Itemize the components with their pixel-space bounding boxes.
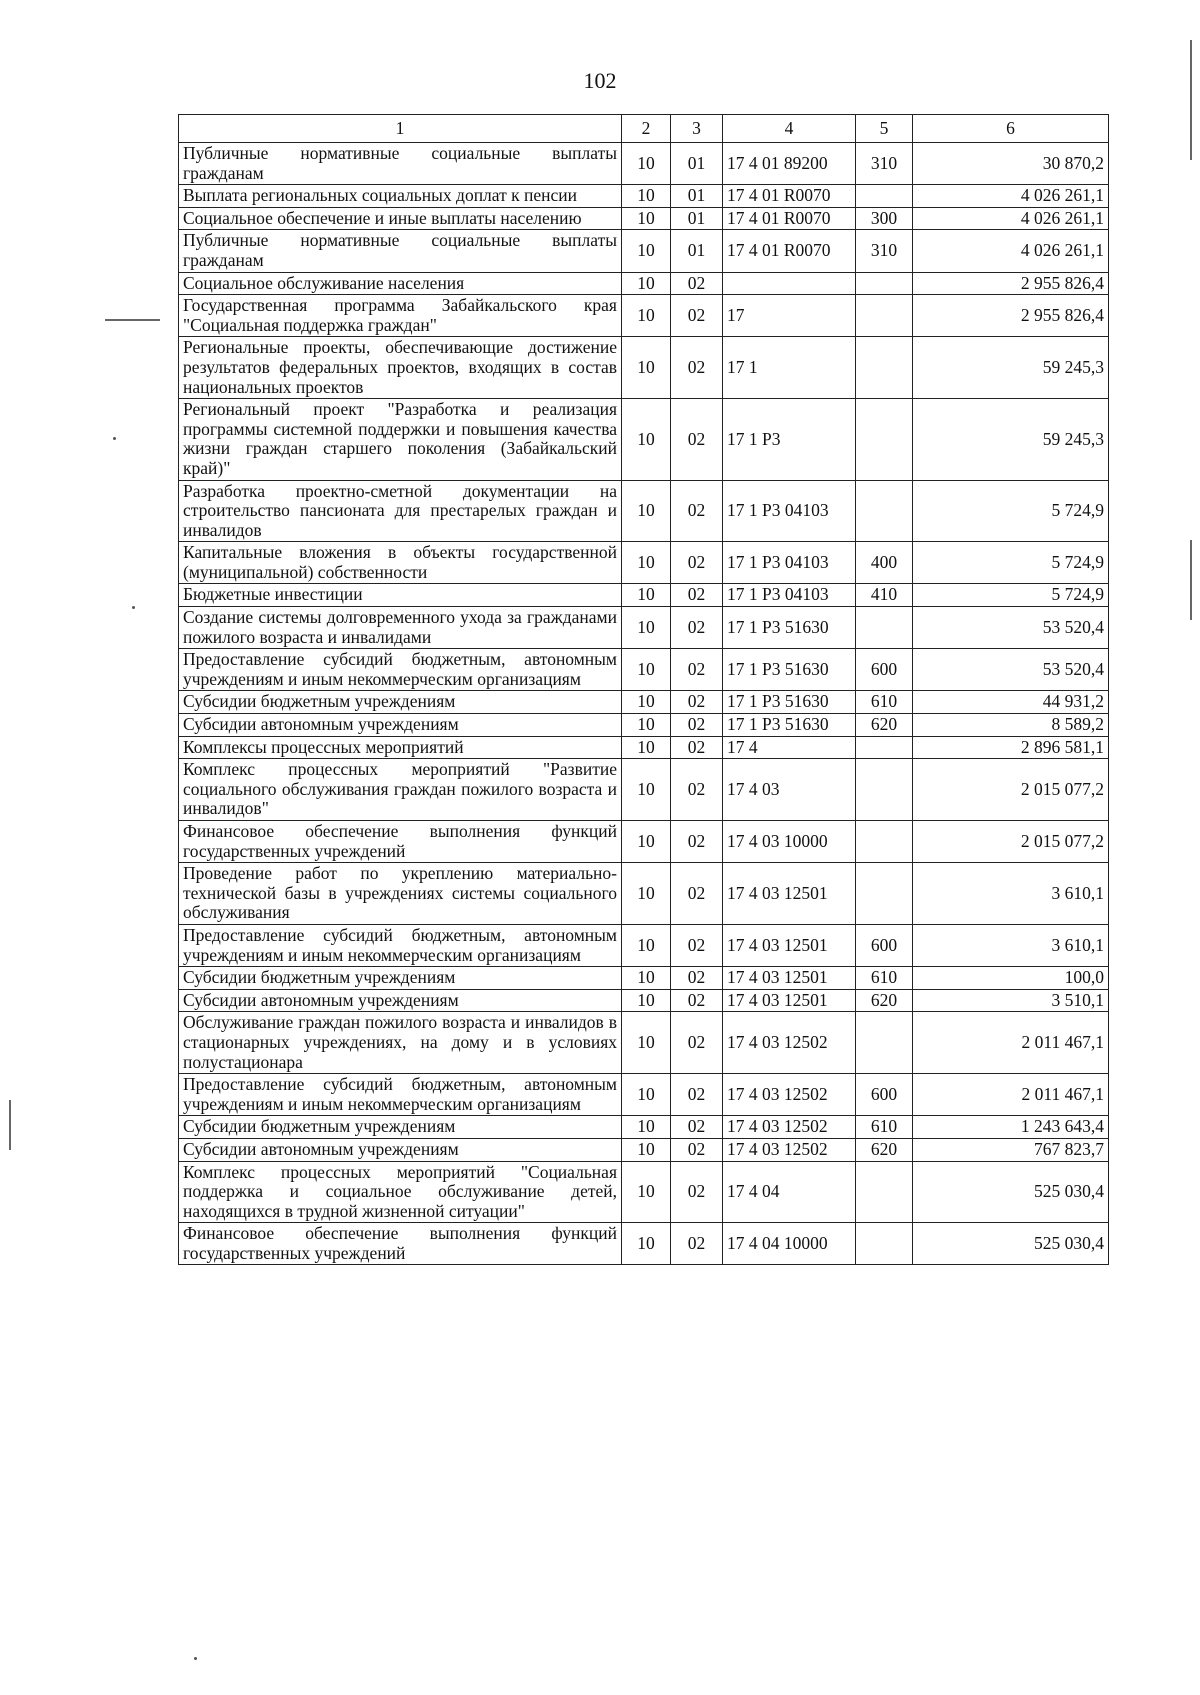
row-name: Региональные проекты, обеспечивающие достижение результатов федеральных проектов, входящих в состав национальных проектов bbox=[179, 337, 622, 399]
row-subsection: 02 bbox=[671, 714, 723, 737]
row-code: 17 4 04 bbox=[723, 1161, 856, 1223]
row-section: 10 bbox=[622, 230, 671, 272]
row-subsection: 01 bbox=[671, 207, 723, 230]
row-amount: 767 823,7 bbox=[913, 1138, 1109, 1161]
row-amount: 30 870,2 bbox=[913, 143, 1109, 185]
row-code: 17 bbox=[723, 295, 856, 337]
header-col-5: 5 bbox=[856, 115, 913, 143]
page-number: 102 bbox=[583, 68, 617, 93]
row-name: Государственная программа Забайкальского края "Социальная поддержка граждан" bbox=[179, 295, 622, 337]
table-row bbox=[179, 584, 1109, 607]
row-section: 10 bbox=[622, 1161, 671, 1223]
header-col-4: 4 bbox=[723, 115, 856, 143]
row-name: Создание системы долговременного ухода за гражданами пожилого возраста и инвалидами bbox=[179, 607, 622, 649]
row-name: Проведение работ по укреплению материально-технической базы в учреждениях системы социального обслуживания bbox=[179, 863, 622, 925]
row-type bbox=[856, 863, 913, 925]
row-code: 17 4 03 12502 bbox=[723, 1012, 856, 1074]
row-code: 17 4 03 12502 bbox=[723, 1138, 856, 1161]
row-name: Предоставление субсидий бюджетным, автономным учреждениям и иным некоммерческим организациям bbox=[179, 649, 622, 691]
row-code: 17 4 01 89200 bbox=[723, 143, 856, 185]
row-type: 610 bbox=[856, 1116, 913, 1139]
row-section: 10 bbox=[622, 691, 671, 714]
row-name: Субсидии бюджетным учреждениям bbox=[179, 691, 622, 714]
row-type bbox=[856, 1223, 913, 1265]
row-amount: 3 610,1 bbox=[913, 924, 1109, 966]
row-code: 17 4 03 bbox=[723, 759, 856, 821]
row-type: 300 bbox=[856, 207, 913, 230]
table-row bbox=[179, 1161, 1109, 1223]
row-name: Выплата региональных социальных доплат к пенсии bbox=[179, 185, 622, 208]
budget-table bbox=[178, 114, 1109, 1265]
row-amount: 44 931,2 bbox=[913, 691, 1109, 714]
row-section: 10 bbox=[622, 759, 671, 821]
row-section: 10 bbox=[622, 143, 671, 185]
table-row bbox=[179, 272, 1109, 295]
row-subsection: 02 bbox=[671, 399, 723, 480]
row-code: 17 1 Р3 51630 bbox=[723, 714, 856, 737]
row-type bbox=[856, 480, 913, 542]
row-name: Публичные нормативные социальные выплаты гражданам bbox=[179, 230, 622, 272]
row-amount: 3 610,1 bbox=[913, 863, 1109, 925]
row-amount: 1 243 643,4 bbox=[913, 1116, 1109, 1139]
row-section: 10 bbox=[622, 989, 671, 1012]
row-type bbox=[856, 295, 913, 337]
scan-mark bbox=[1190, 540, 1192, 620]
row-subsection: 02 bbox=[671, 1116, 723, 1139]
row-name: Предоставление субсидий бюджетным, автономным учреждениям и иным некоммерческим организациям bbox=[179, 924, 622, 966]
row-subsection: 02 bbox=[671, 480, 723, 542]
row-name: Социальное обеспечение и иные выплаты населению bbox=[179, 207, 622, 230]
row-type: 600 bbox=[856, 1074, 913, 1116]
row-subsection: 02 bbox=[671, 691, 723, 714]
row-name: Субсидии автономным учреждениям bbox=[179, 1138, 622, 1161]
row-amount: 2 896 581,1 bbox=[913, 736, 1109, 759]
table-row bbox=[179, 607, 1109, 649]
row-subsection: 02 bbox=[671, 736, 723, 759]
row-type: 610 bbox=[856, 691, 913, 714]
row-subsection: 02 bbox=[671, 337, 723, 399]
row-code bbox=[723, 272, 856, 295]
row-section: 10 bbox=[622, 924, 671, 966]
row-amount: 4 026 261,1 bbox=[913, 207, 1109, 230]
row-section: 10 bbox=[622, 584, 671, 607]
row-type: 310 bbox=[856, 143, 913, 185]
row-section: 10 bbox=[622, 185, 671, 208]
row-name: Субсидии автономным учреждениям bbox=[179, 714, 622, 737]
row-type bbox=[856, 185, 913, 208]
row-code: 17 4 bbox=[723, 736, 856, 759]
row-amount: 2 015 077,2 bbox=[913, 821, 1109, 863]
row-section: 10 bbox=[622, 272, 671, 295]
row-amount: 2 015 077,2 bbox=[913, 759, 1109, 821]
row-subsection: 02 bbox=[671, 542, 723, 584]
row-amount: 59 245,3 bbox=[913, 337, 1109, 399]
row-subsection: 02 bbox=[671, 989, 723, 1012]
row-code: 17 4 01 R0070 bbox=[723, 230, 856, 272]
row-section: 10 bbox=[622, 295, 671, 337]
row-name: Комплексы процессных мероприятий bbox=[179, 736, 622, 759]
row-section: 10 bbox=[622, 714, 671, 737]
row-name: Субсидии бюджетным учреждениям bbox=[179, 1116, 622, 1139]
row-name: Комплекс процессных мероприятий "Социальная поддержка и социальное обслуживание детей, находящихся в трудной жизненной ситуации" bbox=[179, 1161, 622, 1223]
row-amount: 5 724,9 bbox=[913, 584, 1109, 607]
row-code: 17 1 Р3 bbox=[723, 399, 856, 480]
row-section: 10 bbox=[622, 207, 671, 230]
row-type bbox=[856, 821, 913, 863]
table-row bbox=[179, 863, 1109, 925]
row-code: 17 1 bbox=[723, 337, 856, 399]
row-section: 10 bbox=[622, 1116, 671, 1139]
row-amount: 5 724,9 bbox=[913, 542, 1109, 584]
row-subsection: 02 bbox=[671, 759, 723, 821]
row-section: 10 bbox=[622, 607, 671, 649]
row-type bbox=[856, 1161, 913, 1223]
row-section: 10 bbox=[622, 1223, 671, 1265]
table-row bbox=[179, 1074, 1109, 1116]
row-code: 17 1 Р3 04103 bbox=[723, 542, 856, 584]
row-code: 17 1 Р3 51630 bbox=[723, 607, 856, 649]
row-code: 17 4 03 10000 bbox=[723, 821, 856, 863]
row-section: 10 bbox=[622, 1138, 671, 1161]
row-code: 17 4 03 12502 bbox=[723, 1116, 856, 1139]
row-type bbox=[856, 1012, 913, 1074]
table-row bbox=[179, 542, 1109, 584]
row-code: 17 4 01 R0070 bbox=[723, 207, 856, 230]
row-code: 17 4 03 12502 bbox=[723, 1074, 856, 1116]
row-subsection: 02 bbox=[671, 272, 723, 295]
row-subsection: 02 bbox=[671, 1138, 723, 1161]
table-row bbox=[179, 207, 1109, 230]
row-subsection: 01 bbox=[671, 143, 723, 185]
row-amount: 8 589,2 bbox=[913, 714, 1109, 737]
row-subsection: 01 bbox=[671, 185, 723, 208]
row-code: 17 4 03 12501 bbox=[723, 863, 856, 925]
scan-mark bbox=[113, 437, 116, 440]
row-section: 10 bbox=[622, 821, 671, 863]
row-type: 610 bbox=[856, 967, 913, 990]
row-code: 17 4 03 12501 bbox=[723, 967, 856, 990]
row-type bbox=[856, 736, 913, 759]
row-subsection: 02 bbox=[671, 863, 723, 925]
table-row bbox=[179, 185, 1109, 208]
row-name: Субсидии бюджетным учреждениям bbox=[179, 967, 622, 990]
table-row bbox=[179, 399, 1109, 480]
table-row bbox=[179, 714, 1109, 737]
table-body bbox=[179, 143, 1109, 1265]
row-section: 10 bbox=[622, 649, 671, 691]
row-code: 17 1 Р3 04103 bbox=[723, 584, 856, 607]
row-type bbox=[856, 607, 913, 649]
table-row bbox=[179, 1138, 1109, 1161]
row-amount: 2 011 467,1 bbox=[913, 1012, 1109, 1074]
table-row bbox=[179, 736, 1109, 759]
row-name: Бюджетные инвестиции bbox=[179, 584, 622, 607]
row-name: Предоставление субсидий бюджетным, автономным учреждениям и иным некоммерческим организациям bbox=[179, 1074, 622, 1116]
table-row bbox=[179, 337, 1109, 399]
row-amount: 5 724,9 bbox=[913, 480, 1109, 542]
row-name: Финансовое обеспечение выполнения функций государственных учреждений bbox=[179, 1223, 622, 1265]
row-amount: 2 955 826,4 bbox=[913, 272, 1109, 295]
row-subsection: 02 bbox=[671, 607, 723, 649]
row-amount: 2 955 826,4 bbox=[913, 295, 1109, 337]
row-amount: 4 026 261,1 bbox=[913, 230, 1109, 272]
table-row bbox=[179, 967, 1109, 990]
row-amount: 3 510,1 bbox=[913, 989, 1109, 1012]
row-type: 620 bbox=[856, 714, 913, 737]
row-type: 620 bbox=[856, 989, 913, 1012]
row-amount: 53 520,4 bbox=[913, 607, 1109, 649]
row-type: 400 bbox=[856, 542, 913, 584]
row-type bbox=[856, 399, 913, 480]
row-type: 600 bbox=[856, 924, 913, 966]
row-type bbox=[856, 759, 913, 821]
table-row bbox=[179, 821, 1109, 863]
header-col-2: 2 bbox=[622, 115, 671, 143]
row-subsection: 02 bbox=[671, 649, 723, 691]
row-code: 17 1 Р3 51630 bbox=[723, 691, 856, 714]
row-name: Региональный проект "Разработка и реализация программы системной поддержки и повышения качества жизни граждан старшего поколения (Забайкальский край)" bbox=[179, 399, 622, 480]
row-name: Публичные нормативные социальные выплаты гражданам bbox=[179, 143, 622, 185]
table-row bbox=[179, 1223, 1109, 1265]
table-row bbox=[179, 1116, 1109, 1139]
row-subsection: 02 bbox=[671, 924, 723, 966]
header-col-1: 1 bbox=[179, 115, 622, 143]
row-amount: 525 030,4 bbox=[913, 1161, 1109, 1223]
row-section: 10 bbox=[622, 480, 671, 542]
table-row bbox=[179, 649, 1109, 691]
row-section: 10 bbox=[622, 399, 671, 480]
row-type: 410 bbox=[856, 584, 913, 607]
row-amount: 2 011 467,1 bbox=[913, 1074, 1109, 1116]
row-name: Субсидии автономным учреждениям bbox=[179, 989, 622, 1012]
row-code: 17 4 01 R0070 bbox=[723, 185, 856, 208]
row-section: 10 bbox=[622, 1012, 671, 1074]
row-type: 310 bbox=[856, 230, 913, 272]
row-code: 17 1 Р3 04103 bbox=[723, 480, 856, 542]
row-name: Социальное обслуживание населения bbox=[179, 272, 622, 295]
row-type: 620 bbox=[856, 1138, 913, 1161]
row-name: Финансовое обеспечение выполнения функций государственных учреждений bbox=[179, 821, 622, 863]
row-code: 17 4 03 12501 bbox=[723, 989, 856, 1012]
scan-mark bbox=[194, 1657, 197, 1660]
row-name: Капитальные вложения в объекты государственной (муниципальной) собственности bbox=[179, 542, 622, 584]
row-amount: 4 026 261,1 bbox=[913, 185, 1109, 208]
row-section: 10 bbox=[622, 736, 671, 759]
row-code: 17 1 Р3 51630 bbox=[723, 649, 856, 691]
scan-mark bbox=[132, 606, 135, 609]
scan-mark bbox=[9, 1100, 11, 1150]
table-row bbox=[179, 480, 1109, 542]
row-subsection: 02 bbox=[671, 967, 723, 990]
table-row bbox=[179, 1012, 1109, 1074]
row-section: 10 bbox=[622, 1074, 671, 1116]
row-subsection: 02 bbox=[671, 295, 723, 337]
row-section: 10 bbox=[622, 967, 671, 990]
header-col-3: 3 bbox=[671, 115, 723, 143]
scan-mark bbox=[105, 319, 160, 321]
row-code: 17 4 03 12501 bbox=[723, 924, 856, 966]
row-subsection: 01 bbox=[671, 230, 723, 272]
table-row bbox=[179, 759, 1109, 821]
row-name: Комплекс процессных мероприятий "Развитие социального обслуживания граждан пожилого возраста и инвалидов" bbox=[179, 759, 622, 821]
row-amount: 53 520,4 bbox=[913, 649, 1109, 691]
row-subsection: 02 bbox=[671, 1012, 723, 1074]
table-row bbox=[179, 924, 1109, 966]
row-type: 600 bbox=[856, 649, 913, 691]
table-row bbox=[179, 230, 1109, 272]
row-section: 10 bbox=[622, 863, 671, 925]
row-name: Обслуживание граждан пожилого возраста и инвалидов в стационарных учреждениях, на дому и в условиях полустационара bbox=[179, 1012, 622, 1074]
row-amount: 100,0 bbox=[913, 967, 1109, 990]
row-code: 17 4 04 10000 bbox=[723, 1223, 856, 1265]
row-type bbox=[856, 337, 913, 399]
row-name: Разработка проектно-сметной документации на строительство пансионата для престарелых граждан и инвалидов bbox=[179, 480, 622, 542]
row-amount: 525 030,4 bbox=[913, 1223, 1109, 1265]
row-subsection: 02 bbox=[671, 1223, 723, 1265]
row-subsection: 02 bbox=[671, 1074, 723, 1116]
row-type bbox=[856, 272, 913, 295]
row-amount: 59 245,3 bbox=[913, 399, 1109, 480]
row-section: 10 bbox=[622, 542, 671, 584]
header-col-6: 6 bbox=[913, 115, 1109, 143]
table-row bbox=[179, 143, 1109, 185]
table-row bbox=[179, 295, 1109, 337]
row-section: 10 bbox=[622, 337, 671, 399]
row-subsection: 02 bbox=[671, 584, 723, 607]
row-subsection: 02 bbox=[671, 821, 723, 863]
table-header-row bbox=[179, 115, 1109, 143]
scan-mark bbox=[1190, 40, 1192, 160]
row-subsection: 02 bbox=[671, 1161, 723, 1223]
table-row bbox=[179, 691, 1109, 714]
table-row bbox=[179, 989, 1109, 1012]
